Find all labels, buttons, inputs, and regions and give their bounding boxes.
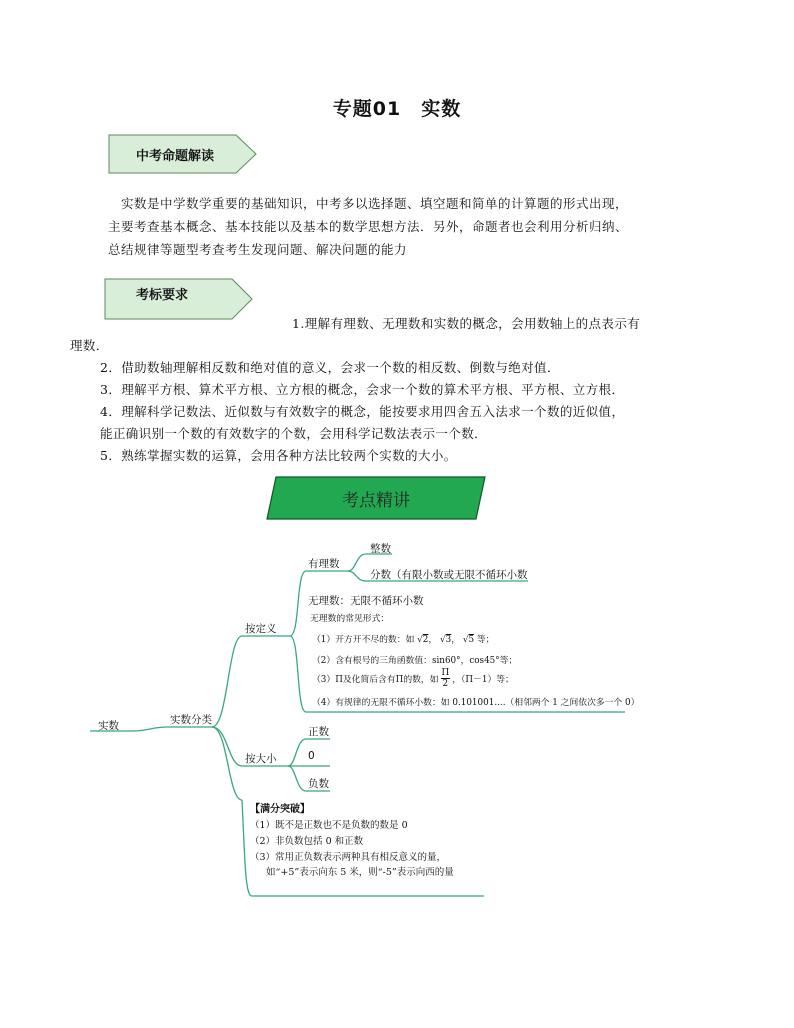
breakthrough-item: （3）常用正负数表示两种具有相反意义的量，: [250, 852, 447, 863]
mindmap-positive: 正数: [308, 726, 329, 738]
irrational-form-1: [312, 632, 494, 645]
banner-label: 考点精讲: [342, 490, 410, 511]
branch-definition: [212, 636, 290, 727]
requirement-item: 2．借助数轴理解相反数和绝对值的意义，会求一个数的相反数、倒数与绝对值．: [100, 360, 560, 375]
mindmap-negative: 负数: [308, 778, 329, 790]
requirement-item: 能正确识别一个数的有效数字的个数，会用科学记数法表示一个数．: [100, 426, 488, 441]
intro-line: 主要考查基本概念、基本技能以及基本的数学思想方法．另外，命题者也会利用分析归纳、: [108, 219, 629, 234]
fraction-pi-over-2: [441, 668, 451, 689]
requirement-item: 1.理解有理数、无理数和实数的概念，会用数轴上的点表示有: [292, 316, 641, 331]
page-title: 专题01 实数: [332, 98, 462, 120]
mindmap-classify: 实数分类: [170, 714, 212, 726]
fraction-denominator: 2: [442, 679, 449, 689]
intro-line: 总结规律等题型考查考生发现问题、解决问题的能力: [108, 242, 408, 257]
requirement-item: 理数．: [70, 338, 109, 353]
intro-line: 实数是中学数学重要的基础知识，中考多以选择题、填空题和简单的计算题的形式出现，: [121, 196, 629, 211]
breakthrough-title: 【满分突破】: [250, 804, 310, 815]
mindmap-integer: 整数: [370, 543, 391, 555]
mindmap-by-size: 按大小: [245, 753, 277, 765]
form1-radicand: 5: [468, 635, 475, 645]
sqrt-icon: √: [417, 635, 423, 645]
breakthrough-item: 如“+5”表示向东 5 米，则“-5”表示向西的量: [266, 867, 454, 878]
mindmap-irrational: 无理数：无限不循环小数: [308, 595, 424, 607]
form1-radicand: 3: [445, 635, 452, 645]
sqrt-icon: √: [440, 635, 446, 645]
form1-sep: ，: [451, 635, 461, 645]
form1-text: （1）开方开不尽的数：如: [312, 635, 415, 645]
mindmap-zero: 0: [308, 750, 315, 762]
form1-end: 等；: [476, 635, 495, 645]
requirement-item: 3．理解平方根、算术平方根、立方根的概念，会求一个数的算术平方根、平方根、立方根．: [100, 382, 625, 397]
form3-text: （3）Π及化简后含有Π的数，如: [312, 675, 439, 685]
branch-breakthrough: [212, 727, 242, 800]
form1-radicand: 2: [422, 635, 429, 645]
irrational-form-4: （4）有规律的无限不循环小数：如 0.101001....（相邻两个 1 之间依次多一个 0）: [312, 698, 640, 708]
irrational-forms-title: 无理数的常见形式：: [310, 614, 390, 624]
irrational-form-2: （2）含有根号的三角函数值：sin60°，cos45°等；: [312, 656, 518, 666]
mindmap-by-definition: 按定义: [245, 623, 277, 635]
breakthrough-item: （2）非负数包括 0 和正数: [250, 836, 364, 847]
mindmap-fraction: 分数（有限小数或无限不循环小数: [370, 569, 528, 581]
irrational-form-3: [312, 668, 514, 689]
form1-sep: ，: [428, 635, 438, 645]
mindmap-root: 实数: [98, 720, 119, 732]
form3-end: ，（Π－1）等；: [452, 675, 514, 685]
mindmap-rational: 有理数: [308, 558, 340, 570]
section-tag-label: 中考命题解读: [136, 148, 215, 164]
requirement-item: 5．熟练掌握实数的运算，会用各种方法比较两个实数的大小。: [100, 448, 457, 463]
section-tag-label: 考标要求: [136, 287, 189, 303]
breakthrough-item: （1）既不是正数也不是负数的数是 0: [250, 820, 408, 831]
requirement-item: 4．理解科学记数法、近似数与有效数字的概念，能按要求用四舍五入法求一个数的近似值，: [100, 404, 625, 419]
sqrt-icon: √: [462, 635, 469, 645]
fraction-numerator: Π: [441, 668, 450, 678]
